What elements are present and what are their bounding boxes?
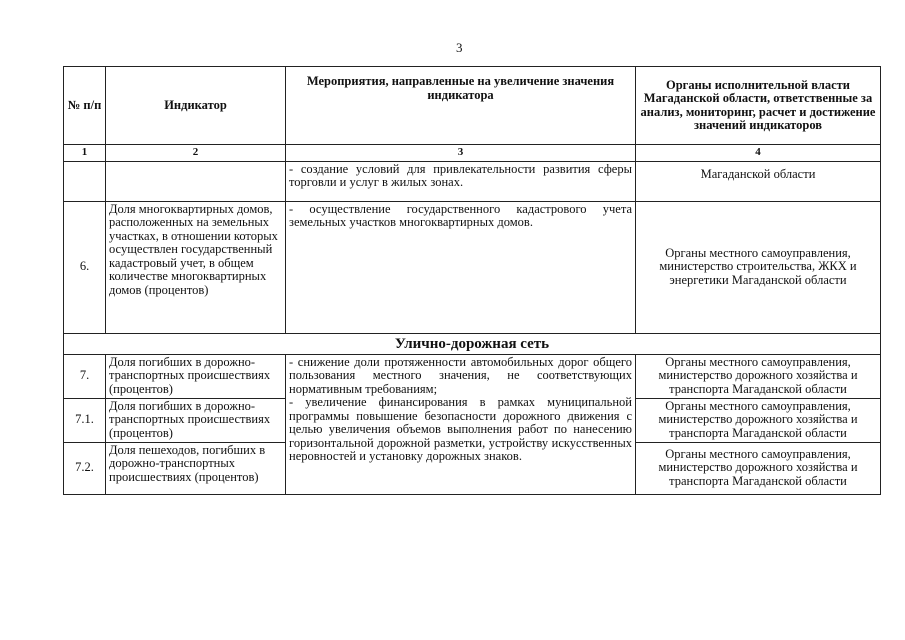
column-number: 3 [286, 145, 636, 162]
row-measures: - осуществление государственного кадастрового учета земельных участков многоквартирных домов. [286, 201, 636, 333]
column-number-row [64, 145, 881, 162]
row-bodies: Органы местного самоуправления, министерство дорожного хозяйства и транспорта Магаданской области [636, 442, 881, 494]
section-title: Улично-дорожная сеть [64, 333, 881, 354]
page-number: 3 [456, 40, 463, 55]
header-number: № п/п [64, 67, 106, 145]
road-measures-cell [286, 354, 636, 494]
column-number: 1 [64, 145, 106, 162]
row-bodies: Органы местного самоуправления, министерство строительства, ЖКХ и энергетики Магаданской области [636, 201, 881, 333]
header-indicator: Индикатор [106, 67, 286, 145]
row-number: 7.2. [64, 442, 106, 494]
row-number: 6. [64, 201, 106, 333]
header-measures: Мероприятия, направленные на увеличение значения индикатора [286, 67, 636, 145]
row-indicator: Доля погибших в дорожно-транспортных происшествиях (процентов) [106, 398, 286, 442]
row-bodies: Органы местного самоуправления, министерство дорожного хозяйства и транспорта Магаданской области [636, 354, 881, 398]
table-row [64, 354, 881, 398]
column-number: 2 [106, 145, 286, 162]
row-number: 7.1. [64, 398, 106, 442]
header-row [64, 67, 881, 145]
row-bodies: Магаданской области [636, 161, 881, 201]
row-number [64, 161, 106, 201]
row-indicator: Доля погибших в дорожно-транспортных происшествиях (процентов) [106, 354, 286, 398]
row-indicator [106, 161, 286, 201]
table-row [64, 161, 881, 201]
road-measure-1: - снижение доли протяженности автомобильных дорог общего пользования местного значения, не соответствующих нормативным требованиям; [289, 354, 632, 396]
row-number: 7. [64, 354, 106, 398]
header-bodies: Органы исполнительной власти Магаданской области, ответственные за анализ, мониторинг, расчет и достижение значений индикаторов [636, 67, 881, 145]
row-indicator: Доля многоквартирных домов, расположенных на земельных участках, в отношении которых осуществлен государственный кадастровый учет, в общем количестве многоквартирных домов (процентов) [106, 201, 286, 333]
section-row [64, 333, 881, 354]
row-bodies: Органы местного самоуправления, министерство дорожного хозяйства и транспорта Магаданской области [636, 398, 881, 442]
row-measures: - создание условий для привлекательности развития сферы торговли и услуг в жилых зонах. [286, 161, 636, 201]
row-indicator: Доля пешеходов, погибших в дорожно-транспортных происшествиях (процентов) [106, 442, 286, 494]
column-number: 4 [636, 145, 881, 162]
indicators-table [63, 66, 881, 495]
road-measure-2: - увеличение финансирования в рамках муниципальной программы повышение безопасности дорожного движения с целью увеличения объемов выполнения работ по нанесению горизонтальной дорожной разметки, устройству искусственных неровностей и установку дорожных знаков. [289, 395, 632, 463]
table-row [64, 201, 881, 333]
